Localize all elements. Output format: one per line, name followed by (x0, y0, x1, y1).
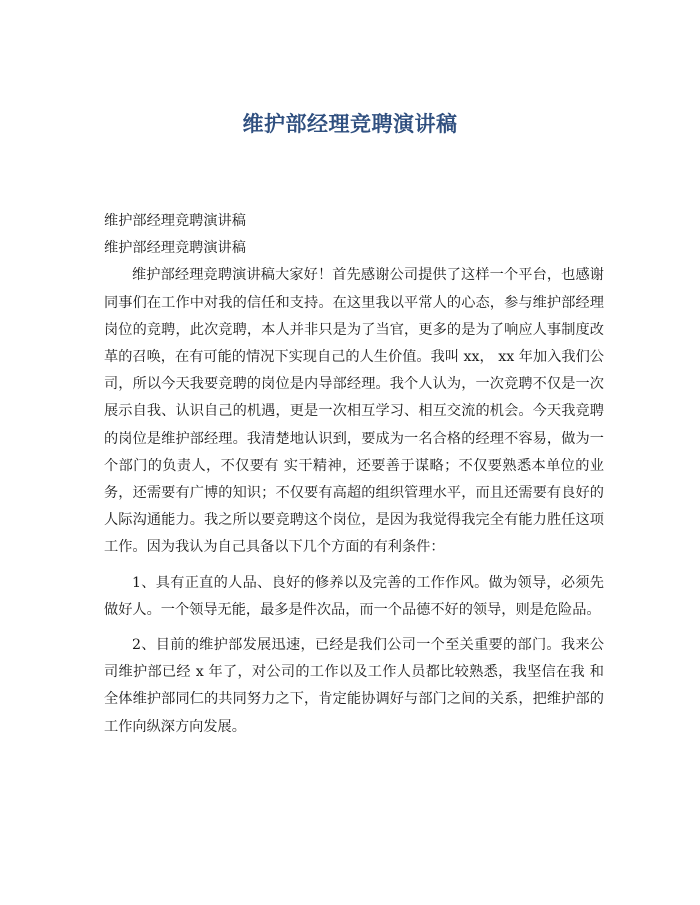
document-body (104, 208, 604, 741)
paragraph-intro: 维护部经理竞聘演讲稿大家好！首先感谢公司提供了这样一个平台，也感谢同事们在工作中对我的信任和支持。在这里我以平常人的心态，参与维护部经理岗位的竞聘，此次竞聘，本人并非只是为了当官，更多的是为了响应人事制度改革的召唤，在有可能的情况下实现自己的人生价值。我叫 xx， xx 年加入我们公司，所以今天我要竞聘的岗位是内导部经理。我个人认为，一次竞聘不仅是一次展示自我、认识自己的机遇，更是一次相互学习、相互交流的机会。今天我竞聘的岗位是维护部经理。我清楚地认识到，要成为一名合格的经理不容易，做为一个部门的负责人，不仅要有 实干精神，还要善于谋略；不仅要熟悉本单位的业务，还需要有广博的知识；不仅要有高超的组织管理水平，而且还需要有良好的人际沟通能力。我之所以要竞聘这个岗位，是因为我觉得我完全有能力胜任这项工作。因为我认为自己具备以下几个方面的有利条件： (104, 267, 604, 556)
subheading-2: 维护部经理竞聘演讲稿 (104, 240, 246, 257)
document-title: 维护部经理竞聘演讲稿 (242, 111, 458, 136)
paragraph-point-2: 2、目前的维护部发展迅速，已经是我们公司一个至关重要的部门。我来公司维护部已经 x 年了，对公司的工作以及工作人员都比较熟悉，我坚信在我 和全体维护部同仁的共同努力之下，肯定能协调好与部门之间的关系，把维护部的工作向纵深方向发展。 (104, 637, 604, 735)
subheading-1: 维护部经理竞聘演讲稿 (104, 213, 246, 229)
paragraph-point-1: 1、具有正直的人品、良好的修养以及完善的工作作风。做为领导，必须先做好人。一个领导无能，最多是件次品，而一个品德不好的领导，则是危险品。 (104, 574, 604, 618)
